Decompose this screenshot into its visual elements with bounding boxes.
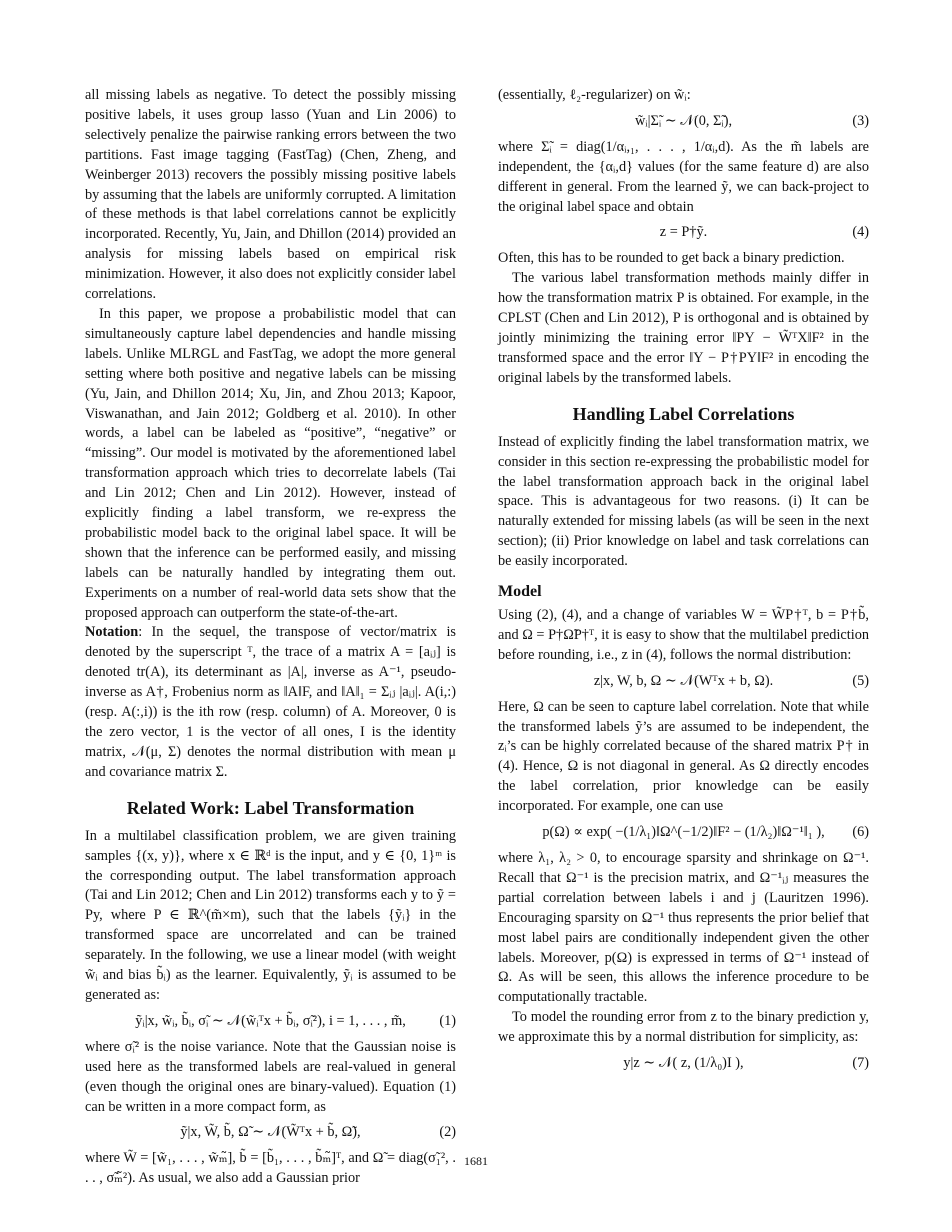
paragraph: Using (2), (4), and a change of variables W = W̃P†ᵀ, b = P†b̃, and Ω = P†Ω̃P†ᵀ, it is easy to show that the multilabel prediction before rounding, i.e., z in (4), follows the normal distribution:: [498, 607, 869, 663]
equation-7: [498, 1054, 869, 1074]
equation-body: w̃ᵢ|Σ̃ᵢ ∼ 𝒩(0, Σ̃ᵢ),: [634, 112, 733, 129]
paragraph: Here, Ω can be seen to capture label correlation. Note that while the transformed labels ỹ’s are assumed to be independent, the zᵢ’s can be highly correlated because of the shared matrix P† in (4). Hence, Ω is not diagonal in general. As Ω directly encodes the label correlation, prior knowledge can be easily incorporated. For example, one can use: [498, 698, 869, 815]
equation-4: [498, 223, 869, 243]
paragraph: where λ₁, λ₂ > 0, to encourage sparsity and shrinkage on Ω⁻¹. Recall that Ω⁻¹ is the precision matrix, and Ω⁻¹ᵢⱼ measures the partial correlation between labels i and j (Lauritzen 1996). Encouraging sparsity on Ω⁻¹ thus represents the prior belief that most label pairs are conditionally independent given the other labels. Moreover, p(Ω) is expressed in terms of Ω⁻¹ instead of Ω. As will be seen, this allows the inference procedure to be computationally tractable.: [498, 850, 869, 1006]
paragraph: where W̃ = [w̃₁, . . . , w̃ₘ̃], b̃ = [b̃₁, . . . , b̃ₘ̃]ᵀ, and Ω̃ = diag(σ̃₁², . . . , σ̃ₘ̃²). As usual, we also add a Gaussian prior: [85, 1150, 456, 1187]
left-column: [85, 86, 456, 1189]
equation-body: y|z ∼ 𝒩( z, (1/λ₀)I ),: [623, 1055, 744, 1072]
notation-text: : In the sequel, the transpose of vector/matrix is denoted by the superscript ᵀ, the trace of a matrix A = [aᵢⱼ] is denoted tr(A), its determinant as |A|, inverse as A⁻¹, pseudo-inverse as A†, Frobenius norm as ‖A‖F, and ‖A‖₁ = Σᵢⱼ |aᵢⱼ|. A(i,:) (resp. A(:,i)) is the ith row (resp. column) of A. Moreover, 0 is the zero vector, 1 is the vector of all ones, I is the identity matrix, 𝒩(μ, Σ) denotes the normal distribution with mean μ and covariance matrix Σ.: [85, 624, 456, 780]
equation-body: ỹ|x, W̃, b̃, Ω̃ ∼ 𝒩(W̃ᵀx + b̃, Ω̃),: [180, 1124, 361, 1141]
right-column: [498, 86, 869, 1080]
equation-5: [498, 672, 869, 692]
paragraph: all missing labels as negative. To detect the possibly missing positive labels, it uses group lasso (Yuan and Lin 2006) to selectively penalize the pairwise ranking errors between the two partitions. Fast image tagging (FastTag) (Chen, Zheng, and Weinberger 2013) recovers the possibly missing positive labels by assuming that the labels are uniformly corrupted. A limitation of these methods is that label correlations cannot be explicitly incorporated. Recently, Yu, Jain, and Dhillon (2014) provided an analysis for missing labels based on empirical risk minimization. However, it also does not explicitly consider label correlations.: [85, 87, 456, 303]
paragraph: In a multilabel classification problem, we are given training samples {(x, y)}, where x ∈ ℝᵈ is the input, and y ∈ {0, 1}ᵐ is the corresponding output. The label transformation approach (Tai and Lin 2012; Chen and Lin 2012) transforms each y to ỹ = Py, where P ∈ ℝ^(m̃×m), such that the labels {ỹᵢ} in the transformed space are uncorrelated and can be trained separately. In the following, we use a linear model (with weight w̃ᵢ and bias b̃ᵢ) as the learner. Equivalently, ỹᵢ is assumed to be generated as:: [85, 827, 456, 1003]
equation-body: z|x, W, b, Ω ∼ 𝒩(Wᵀx + b, Ω).: [593, 672, 774, 689]
paragraph: Often, this has to be rounded to get back a binary prediction.: [498, 250, 845, 267]
equation-1: [85, 1012, 456, 1032]
paragraph: Instead of explicitly finding the label transformation matrix, we consider in this section re-expressing the probabilistic model for the label transformation approach back in the original label space. This is advantageous for two reasons. (i) It can be naturally extended for missing labels (as will be seen in the next section); (ii) Prior knowledge on label and task correlations can be easily incorporated.: [498, 433, 869, 570]
notation-paragraph: [85, 623, 456, 782]
equation-body: z = P†ỹ.: [659, 224, 708, 241]
notation-label: Notation: [85, 624, 139, 641]
equation-number: (2): [439, 1124, 456, 1141]
equation-number: (3): [852, 112, 869, 129]
section-heading-related-work: Related Work: Label Transformation: [126, 797, 415, 818]
subsection-heading-model: Model: [498, 583, 542, 601]
equation-body: p(Ω) ∝ exp( −(1/λ₁)‖Ω^(−1/2)‖F² − (1/λ₂)‖Ω⁻¹‖₁ ),: [542, 824, 825, 841]
equation-2: [85, 1123, 456, 1143]
equation-number: (4): [852, 224, 869, 241]
equation-number: (6): [852, 824, 869, 841]
paragraph: To model the rounding error from z to the binary prediction y, we approximate this by a normal distribution for simplicity, as:: [498, 1009, 869, 1046]
paragraph: where Σ̃ᵢ = diag(1/αᵢ,₁, . . . , 1/αᵢ,d). As the m̃ labels are independent, the {αᵢ,d} values (for the same feature d) are also different in general. From the learned ỹ, we can back-project to the original label space and obtain: [498, 138, 869, 215]
equation-body: ỹᵢ|x, w̃ᵢ, b̃ᵢ, σ̃ᵢ ∼ 𝒩(w̃ᵢᵀx + b̃ᵢ, σ̃ᵢ²), i = 1, . . . , m̃,: [135, 1012, 406, 1029]
paragraph: where σ̃ᵢ² is the noise variance. Note that the Gaussian noise is used here as the transformed labels are real-valued in general (even though the original ones are binary-valued). Equation (1) can be written in a more compact form, as: [85, 1038, 456, 1115]
equation-6: [498, 823, 869, 843]
paragraph: (essentially, ℓ₂-regularizer) on w̃ᵢ:: [498, 87, 691, 103]
section-heading-handling: Handling Label Correlations: [572, 403, 795, 424]
page-number: 1681: [464, 1154, 488, 1168]
equation-number: (5): [852, 672, 869, 689]
equation-number: (1): [439, 1012, 456, 1029]
paragraph: The various label transformation methods mainly differ in how the transformation matrix P is obtained. For example, in the CPLST (Chen and Lin 2012), P is orthogonal and is obtained by jointly minimizing the training error ‖PY − W̃ᵀX‖F² in the transformed space and the error ‖Y − P†PY‖F² in encoding the original labels by the transformed labels.: [498, 270, 869, 386]
paragraph: In this paper, we propose a probabilistic model that can simultaneously capture label dependencies and handle missing labels. Unlike MLRGL and FastTag, we adopt the more general setting where both positive and negative labels can be missing (Yu, Jain, and Dhillon 2014; Xu, Jin, and Zhou 2013; Kapoor, Viswanathan, and Jain 2012; Goldberg et al. 2010). In other words, a label can be labeled as “positive”, “negative” or “missing”. Our model is motivated by the aforementioned label transformation approach which tries to decorrelate labels (Tai and Lin 2012; Chen and Lin 2012). However, instead of explicitly finding a label transform, we re-express the probabilistic model back to the original label space. It will be shown that the inference can be performed easily, and missing labels can be naturally handled by integrating them out. Experiments on a number of real-world data sets show that the proposed approach can outperform the state-of-the-art.: [85, 305, 456, 621]
equation-number: (7): [852, 1055, 869, 1072]
equation-3: [498, 112, 869, 132]
